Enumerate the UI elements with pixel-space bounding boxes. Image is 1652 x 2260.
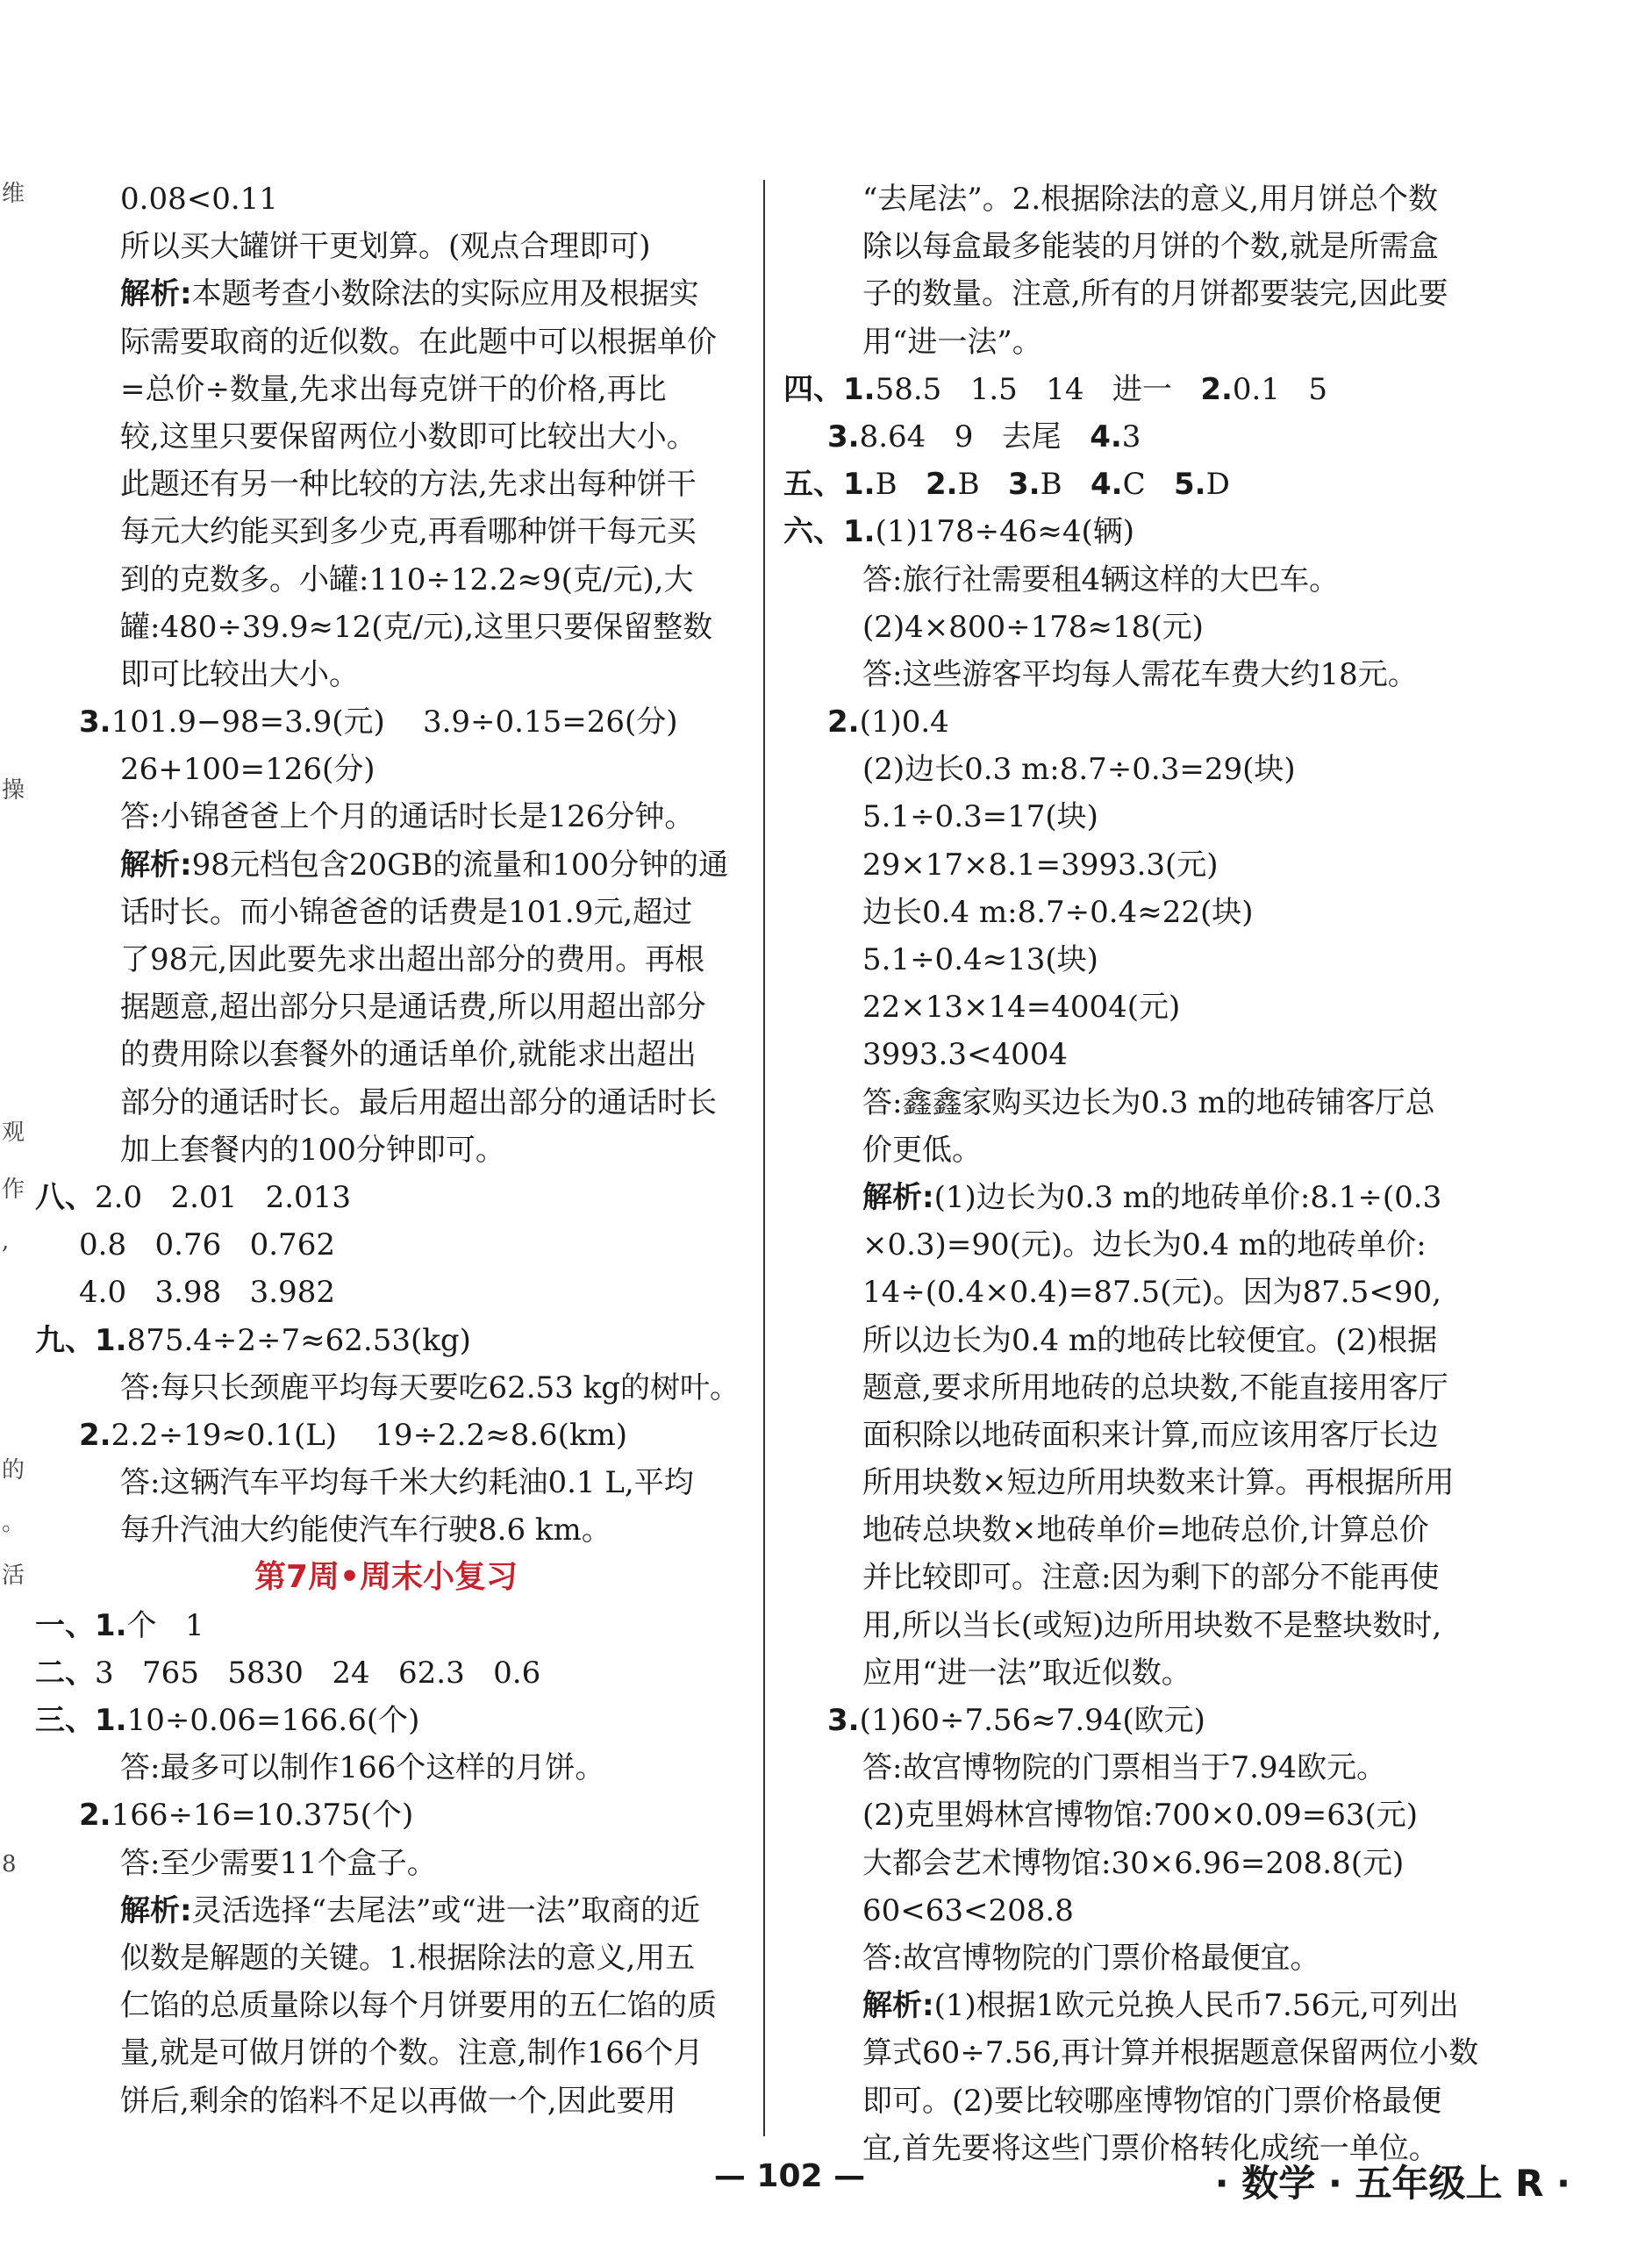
line-text: 29×17×8.1=3993.3(元): [862, 847, 1219, 883]
text-line: [35, 1031, 754, 1078]
edge-char: 操: [2, 777, 25, 804]
line-text: 大都会艺术博物馆:30×6.96=208.8(元): [862, 1845, 1405, 1881]
line-text: 话时长。而小锦爸爸的话费是101.9元,超过: [120, 894, 693, 930]
edge-char: 活: [2, 1563, 25, 1589]
text-line: [35, 604, 754, 651]
line-text: 875.4÷2÷7≈62.53(kg): [126, 1322, 471, 1358]
line-text: (1)0.4: [859, 704, 949, 740]
analysis-label: 解析:: [120, 1892, 192, 1928]
text-line: [783, 556, 1626, 604]
line-text: =总价÷数量,先求出每克饼干的价格,再比: [120, 371, 667, 407]
text-line: [35, 1935, 754, 1982]
line-text: 面积除以地砖面积来计算,而应该用客厅长边: [862, 1417, 1439, 1453]
text-line: [35, 1982, 754, 2029]
section-marker: 六、: [783, 514, 843, 550]
question-number: 3.: [827, 418, 860, 454]
line-text: 答:至少需要11个盒子。: [120, 1845, 437, 1881]
line-text: 3: [1121, 418, 1141, 454]
text-line: [35, 746, 754, 793]
edge-char: 。: [2, 1510, 25, 1536]
question-number: 5.: [1174, 467, 1206, 503]
line-text: 据题意,超出部分只是通话费,所以用超出部分: [120, 990, 706, 1026]
text-line: [783, 270, 1626, 318]
line-text: 4.0 3.98 3.982: [79, 1275, 335, 1311]
text-line: [35, 556, 754, 604]
line-text: (2)克里姆林宫博物馆:700×0.09=63(元): [862, 1798, 1418, 1834]
text-line: [35, 698, 754, 746]
text-line: [35, 1697, 754, 1744]
line-text: 似数是解题的关键。1.根据除法的意义,用五: [120, 1940, 696, 1976]
text-line: [783, 1602, 1626, 1649]
edge-char: 观: [2, 1119, 25, 1146]
text-line: [783, 1412, 1626, 1459]
text-line: [35, 1269, 754, 1316]
line-text: 量,就是可做月饼的个数。注意,制作166个月: [120, 2035, 704, 2071]
text-line: [783, 1649, 1626, 1697]
text-line: [783, 1554, 1626, 1601]
text-line: [783, 1221, 1626, 1269]
text-line: [35, 223, 754, 270]
question-number: 1.: [843, 467, 876, 503]
line-text: B: [1040, 467, 1091, 503]
section-marker: 八、: [35, 1179, 95, 1215]
line-text: 除以每盒最多能装的月饼的个数,就是所需盒: [862, 229, 1439, 265]
text-line: [783, 461, 1626, 508]
line-text: 所用块数×短边所用块数来计算。再根据所用: [862, 1465, 1455, 1501]
section-marker: 三、: [35, 1703, 95, 1738]
line-text: 每元大约能买到多少克,再看哪种饼干每元买: [120, 514, 697, 550]
line-text: 3993.3<4004: [862, 1037, 1068, 1073]
text-line: [783, 698, 1626, 746]
text-line: [35, 889, 754, 936]
line-text: 3 765 5830 24 62.3 0.6: [95, 1655, 541, 1691]
line-text: 2.2÷19≈0.1(L) 19÷2.2≈8.6(km): [111, 1417, 628, 1453]
text-line: [783, 413, 1626, 461]
text-line: [35, 2029, 754, 2077]
line-text: 边长0.4 m:8.7÷0.4≈22(块): [862, 894, 1254, 930]
line-text: 2.0 2.01 2.013: [95, 1179, 351, 1215]
question-number: 1.: [843, 514, 876, 550]
line-text: 并比较即可。注意:因为剩下的部分不能再使: [862, 1560, 1440, 1596]
text-line: [35, 1364, 754, 1412]
question-number: 2.: [926, 467, 958, 503]
text-line: [35, 270, 754, 318]
question-number: 4.: [1091, 467, 1123, 503]
line-text: 166÷16=10.375(个): [111, 1798, 414, 1834]
line-text: (1)根据1欧元兑换人民币7.56元,可列出: [933, 1988, 1459, 2024]
line-text: 际需要取商的近似数。在此题中可以根据单价: [120, 324, 717, 360]
text-line: [783, 889, 1626, 936]
line-text: 所以买大罐饼干更划算。(观点合理即可): [120, 229, 651, 265]
edge-char: 8: [2, 1851, 17, 1877]
line-text: 每升汽油大约能使汽车行驶8.6 km。: [120, 1513, 611, 1548]
text-line: [35, 413, 754, 461]
line-text: 5.1÷0.3=17(块): [862, 799, 1098, 835]
text-line: [783, 1887, 1626, 1935]
section-marker: 九、: [35, 1322, 95, 1358]
line-text: (2)4×800÷178≈18(元): [862, 609, 1204, 645]
line-text: 答:故宫博物院的门票价格最便宜。: [862, 1940, 1320, 1976]
line-text: 此题还有另一种比较的方法,先求出每种饼干: [120, 467, 697, 503]
line-text: 所以边长为0.4 m的地砖比较便宜。(2)根据: [862, 1322, 1438, 1358]
text-line: [783, 604, 1626, 651]
line-text: 即可比较出大小。: [120, 656, 359, 692]
text-line: [783, 793, 1626, 840]
text-line: [783, 746, 1626, 793]
line-text: 0.08<0.11: [120, 182, 278, 217]
text-line: [783, 841, 1626, 889]
line-text: 答:这辆汽车平均每千米大约耗油0.1 L,平均: [120, 1465, 694, 1501]
text-line: [35, 936, 754, 983]
text-line: [35, 2078, 754, 2125]
text-line: [35, 1412, 754, 1459]
page-number: — 102 —: [713, 2158, 866, 2194]
text-line: [783, 2029, 1626, 2077]
line-text: 58.5 1.5 14 进一: [875, 371, 1201, 407]
question-number: 4.: [1090, 418, 1122, 454]
line-text: 罐:480÷39.9≈12(克/元),这里只要保留整数: [120, 609, 713, 645]
left-column: [35, 175, 754, 2125]
line-text: 的费用除以套餐外的通话单价,就能求出超出: [120, 1037, 697, 1073]
question-number: 3.: [827, 1703, 860, 1738]
line-text: 98元档包含20GB的流量和100分钟的通: [191, 847, 729, 883]
edge-char: 的: [2, 1457, 25, 1484]
text-line: [35, 651, 754, 698]
line-text: B: [875, 467, 926, 503]
line-text: ×0.3)=90(元)。边长为0.4 m的地砖单价:: [862, 1227, 1427, 1263]
line-text: 8.64 9 去尾: [859, 418, 1091, 454]
text-line: [783, 1079, 1626, 1126]
text-line: [35, 841, 754, 889]
question-number: 3.: [79, 704, 111, 740]
text-line: [783, 318, 1626, 366]
line-text: “去尾法”。2.根据除法的意义,用月饼总个数: [862, 182, 1439, 217]
line-text: B: [957, 467, 1008, 503]
text-line: [35, 1887, 754, 1935]
line-text: 答:旅行社需要租4辆这样的大巴车。: [862, 561, 1340, 597]
text-line: [783, 1744, 1626, 1792]
line-text: 仁馅的总质量除以每个月饼要用的五仁馅的质: [120, 1988, 717, 2024]
text-line: [35, 1840, 754, 1887]
text-line: [35, 1506, 754, 1554]
question-number: 2.: [1200, 371, 1233, 407]
line-text: 了98元,因此要先求出超出部分的费用。再根: [120, 942, 705, 977]
text-line: [783, 1031, 1626, 1078]
text-line: [783, 1506, 1626, 1554]
line-text: 用,所以当长(或短)边所用块数不是整块数时,: [862, 1607, 1442, 1643]
line-text: 26+100=126(分): [120, 752, 375, 788]
text-line: [783, 366, 1626, 413]
text-line: [35, 461, 754, 508]
line-text: 用“进一法”。: [862, 324, 1042, 360]
text-line: [783, 1317, 1626, 1364]
text-line: [783, 1269, 1626, 1316]
line-text: 个 1: [126, 1607, 204, 1643]
text-line: [783, 1697, 1626, 1744]
text-line: [783, 1935, 1626, 1982]
line-text: 答:小锦爸爸上个月的通话时长是126分钟。: [120, 799, 695, 835]
text-line: [783, 223, 1626, 270]
line-text: (2)边长0.3 m:8.7÷0.3=29(块): [862, 752, 1296, 788]
question-number: 1.: [95, 1703, 127, 1738]
text-line: [35, 366, 754, 413]
line-text: 答:故宫博物院的门票相当于7.94欧元。: [862, 1750, 1387, 1786]
line-text: 应用“进一法”取近似数。: [862, 1655, 1191, 1691]
line-text: 宜,首先要将这些门票价格转化成统一单位。: [862, 2130, 1439, 2166]
section-marker: 五、: [783, 467, 843, 503]
line-text: (1)178÷46≈4(辆): [875, 514, 1135, 550]
line-text: C: [1122, 467, 1175, 503]
text-line: [783, 2078, 1626, 2125]
right-column: [783, 175, 1626, 2172]
line-text: 灵活选择“去尾法”或“进一法”取商的近: [191, 1892, 701, 1928]
text-line: [783, 1174, 1626, 1221]
text-line: [35, 1126, 754, 1174]
text-line: [783, 651, 1626, 698]
line-text: 子的数量。注意,所有的月饼都要装完,因此要: [862, 276, 1448, 312]
question-number: 1.: [95, 1607, 127, 1643]
line-text: 加上套餐内的100分钟即可。: [120, 1132, 505, 1168]
text-line: [35, 318, 754, 366]
edge-char: ,: [2, 1228, 10, 1255]
text-line: [783, 1364, 1626, 1412]
line-text: 22×13×14=4004(元): [862, 990, 1181, 1026]
question-number: 2.: [827, 704, 860, 740]
text-line: [35, 1317, 754, 1364]
subject-label: · 数学 · 五年级上 R ·: [1214, 2162, 1570, 2205]
line-text: 本题考查小数除法的实际应用及根据实: [191, 276, 699, 312]
line-text: 5.1÷0.4≈13(块): [862, 942, 1098, 977]
line-text: 60<63<208.8: [862, 1892, 1074, 1928]
question-number: 2.: [79, 1417, 111, 1453]
text-line: [783, 1792, 1626, 1839]
line-text: 10÷0.06=166.6(个): [126, 1703, 420, 1738]
line-text: 较,这里只要保留两位小数即可比较出大小。: [120, 418, 697, 454]
line-text: 部分的通话时长。最后用超出部分的通话时长: [120, 1084, 717, 1120]
text-line: [783, 1459, 1626, 1506]
line-text: 算式60÷7.56,再计算并根据题意保留两位小数: [862, 2035, 1479, 2071]
binding-edge-text: [0, 0, 25, 2260]
analysis-label: 解析:: [862, 1179, 934, 1215]
line-text: 0.1 5: [1232, 371, 1328, 407]
line-text: 答:这些游客平均每人需花车费大约18元。: [862, 656, 1418, 692]
text-line: [783, 983, 1626, 1031]
line-text: 地砖总块数×地砖单价=地砖总价,计算总价: [862, 1513, 1429, 1548]
section-marker: 四、: [783, 371, 843, 407]
text-line: [35, 508, 754, 555]
line-text: (1)60÷7.56≈7.94(欧元): [859, 1703, 1205, 1738]
text-line: [783, 508, 1626, 555]
text-line: [35, 793, 754, 840]
edge-char: 维: [2, 181, 25, 207]
text-line: [783, 1840, 1626, 1887]
text-line: [783, 1126, 1626, 1174]
text-line: [35, 983, 754, 1031]
section-marker: 二、: [35, 1655, 95, 1691]
line-text: 答:每只长颈鹿平均每天要吃62.53 kg的树叶。: [120, 1370, 740, 1405]
line-text: (1)边长为0.3 m的地砖单价:8.1÷(0.3: [933, 1179, 1442, 1215]
text-line: [35, 1649, 754, 1697]
line-text: 到的克数多。小罐:110÷12.2≈9(克/元),大: [120, 561, 694, 597]
analysis-label: 解析:: [862, 1988, 934, 2024]
line-text: 饼后,剩余的馅料不足以再做一个,因此要用: [120, 2083, 676, 2119]
line-text: 答:鑫鑫家购买边长为0.3 m的地砖铺客厅总: [862, 1084, 1435, 1120]
text-line: [35, 1744, 754, 1792]
line-text: 题意,要求所用地砖的总块数,不能直接用客厅: [862, 1370, 1448, 1405]
line-text: 答:最多可以制作166个这样的月饼。: [120, 1750, 605, 1786]
text-line: [783, 175, 1626, 223]
line-text: 0.8 0.76 0.762: [79, 1227, 335, 1263]
section-title: 第7周•周末小复习: [254, 1559, 518, 1596]
text-line: [35, 1221, 754, 1269]
question-number: 3.: [1008, 467, 1041, 503]
text-line: [35, 1174, 754, 1221]
question-number: 2.: [79, 1798, 111, 1834]
line-text: 14÷(0.4×0.4)=87.5(元)。因为87.5<90,: [862, 1275, 1441, 1311]
text-line: [783, 1982, 1626, 2029]
text-line: [35, 1602, 754, 1649]
question-number: 1.: [95, 1322, 127, 1358]
analysis-label: 解析:: [120, 847, 192, 883]
question-number: 1.: [843, 371, 876, 407]
line-text: 价更低。: [862, 1132, 982, 1168]
line-text: 即可。(2)要比较哪座博物馆的门票价格最便: [862, 2083, 1442, 2119]
analysis-label: 解析:: [120, 276, 192, 312]
text-line: [783, 936, 1626, 983]
edge-char: 作: [2, 1176, 25, 1203]
text-line: [35, 175, 754, 223]
section-marker: 一、: [35, 1607, 95, 1643]
column-divider: [763, 180, 765, 2136]
text-line: [35, 1459, 754, 1506]
line-text: D: [1205, 467, 1230, 503]
text-line: [35, 1792, 754, 1839]
text-line: [35, 1079, 754, 1126]
line-text: 101.9−98=3.9(元) 3.9÷0.15=26(分): [111, 704, 678, 740]
